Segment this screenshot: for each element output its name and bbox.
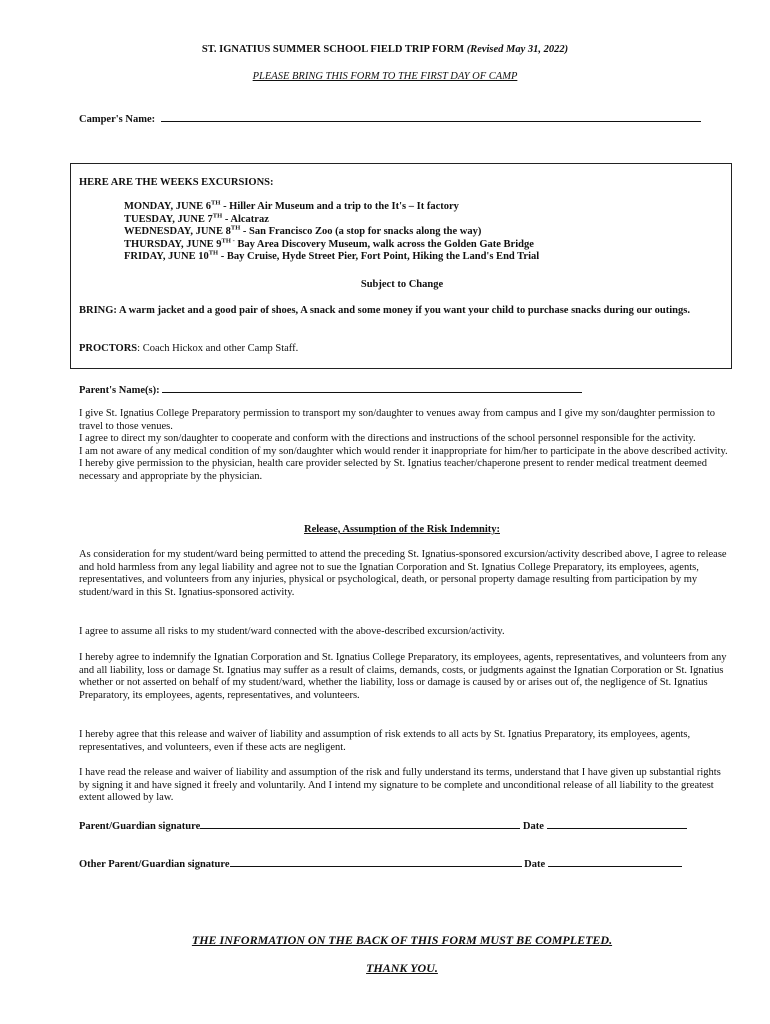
form-revised-date: (Revised May 31, 2022) [466, 44, 569, 55]
release-paragraph: As consideration for my student/ward being permitted to attend the preceding St. Ignatius-sponsored excursion/activity described above, I agree to release and hold harmless from any legal liability and agree not to sue the Ignatian Corporation and St. Ignatius College Preparatory, its employees, agents, representatives, and volunteers from any injuries, physical or psychological, death, or personal property damage resulting from participation by my student/ward in this St. Ignatius-sponsored activity. [79, 549, 727, 598]
other-date-field[interactable] [548, 856, 682, 867]
permission-item: I agree to direct my son/daughter to cooperate and conform with the directions and instructions of the school personnel responsible for the activity. [79, 433, 696, 444]
form-title-main: ST. IGNATIUS SUMMER SCHOOL FIELD TRIP FORM [201, 44, 465, 55]
excursion-day: MONDAY, JUNE 6TH - Hiller Air Museum and a trip to the It's – It factory [124, 199, 459, 212]
excursions-heading: HERE ARE THE WEEKS EXCURSIONS: [79, 177, 274, 188]
camper-name-label: Camper's Name: [79, 114, 156, 125]
excursion-day: WEDNESDAY, JUNE 8TH - San Francisco Zoo (a stop for snacks along the way) [124, 224, 482, 237]
release-heading: Release, Assumption of the Risk Indemnity: [303, 524, 500, 535]
release-paragraph: I hereby agree that this release and waiver of liability and assumption of risk extends to all acts by St. Ignatius Preparatory, its employees, agents, representatives, and volunteers, even if these acts are negligent. [79, 729, 691, 753]
parent-signature-label: Parent/Guardian signature [79, 821, 201, 832]
subject-to-change: Subject to Change [360, 279, 444, 290]
other-date-label: Date [524, 859, 546, 870]
proctors-value: : Coach Hickox and other Camp Staff. [137, 343, 299, 354]
proctors-label: PROCTORS [79, 343, 138, 354]
bring-note: BRING: A warm jacket and a good pair of shoes, A snack and some money if you want your child to purchase snacks during our outings. [79, 305, 690, 316]
excursion-day: THURSDAY, JUNE $9^{TH -}$ Bay Area Discovery Museum, walk across the Golden Gate Bridge [124, 237, 534, 250]
parent-names-label: Parent's Name(s): [79, 385, 160, 396]
permission-item: I hereby give permission to the physician, health care provider selected by St. Ignatius teacher/chaperone present to render medical treatment deemed necessary and appropriate by the physician. [79, 458, 708, 482]
excursion-day: FRIDAY, JUNE 10TH - Bay Cruise, Hyde Street Pier, Fort Point, Hiking the Land's End Trial [124, 249, 540, 262]
form-subtitle: PLEASE BRING THIS FORM TO THE FIRST DAY OF CAMP [252, 71, 518, 82]
excursions-box [70, 163, 732, 369]
parent-names-row [79, 382, 582, 398]
excursion-day: TUESDAY, JUNE 7TH - Alcatraz [124, 212, 269, 225]
permissions-block [79, 408, 729, 483]
parent-date-field[interactable] [547, 818, 687, 829]
camper-name-field[interactable] [161, 111, 701, 122]
back-notice: THE INFORMATION ON THE BACK OF THIS FORM MUST BE COMPLETED. [191, 933, 613, 947]
camper-name-row [79, 111, 701, 127]
release-paragraph: I hereby agree to indemnify the Ignatian Corporation and St. Ignatius College Preparatory, its employees, agents, representatives, and volunteers from any and all liability, loss or damage St. Ignatius may suffer as a result of claims, demands, costs, or judgments against the Ignatian Corporation or St. Ignatius whether or not asserted on behalf of my student/ward, whether the liability, loss or damage is caused by or arises out of, the negligence of St. Ignatius Preparatory, its employees, agents, representatives, and volunteers. [79, 652, 727, 701]
parent-signature-row [79, 818, 687, 834]
parent-date-label: Date [522, 821, 544, 832]
other-signature-row [79, 856, 682, 872]
other-signature-label: Other Parent/Guardian signature [79, 859, 230, 870]
proctors-row [79, 343, 729, 356]
parent-signature-field[interactable] [200, 818, 520, 829]
other-signature-field[interactable] [230, 856, 522, 867]
parent-names-field[interactable] [162, 382, 582, 393]
thank-you: THANK YOU. [366, 961, 438, 975]
permission-item: I give St. Ignatius College Preparatory permission to transport my son/daughter to venues away from campus and I give my son/daughter permission to travel to those venues. [79, 408, 715, 432]
release-paragraph: I agree to assume all risks to my student/ward connected with the above-described excursion/activity. [79, 626, 505, 637]
form-title [0, 44, 770, 57]
excursions-list [124, 201, 724, 264]
release-paragraph: I have read the release and waiver of liability and assumption of the risk and fully understand its terms, understand that I have given up substantial rights by signing it and have signed it freely and voluntarily. And I intend my signature to be complete and unconditional release of all liability to the greatest extent allowed by law. [79, 767, 721, 803]
permission-item: I am not aware of any medical condition of my son/daughter which would render it inappropriate for him/her to participate in the above described activity. [79, 445, 728, 457]
